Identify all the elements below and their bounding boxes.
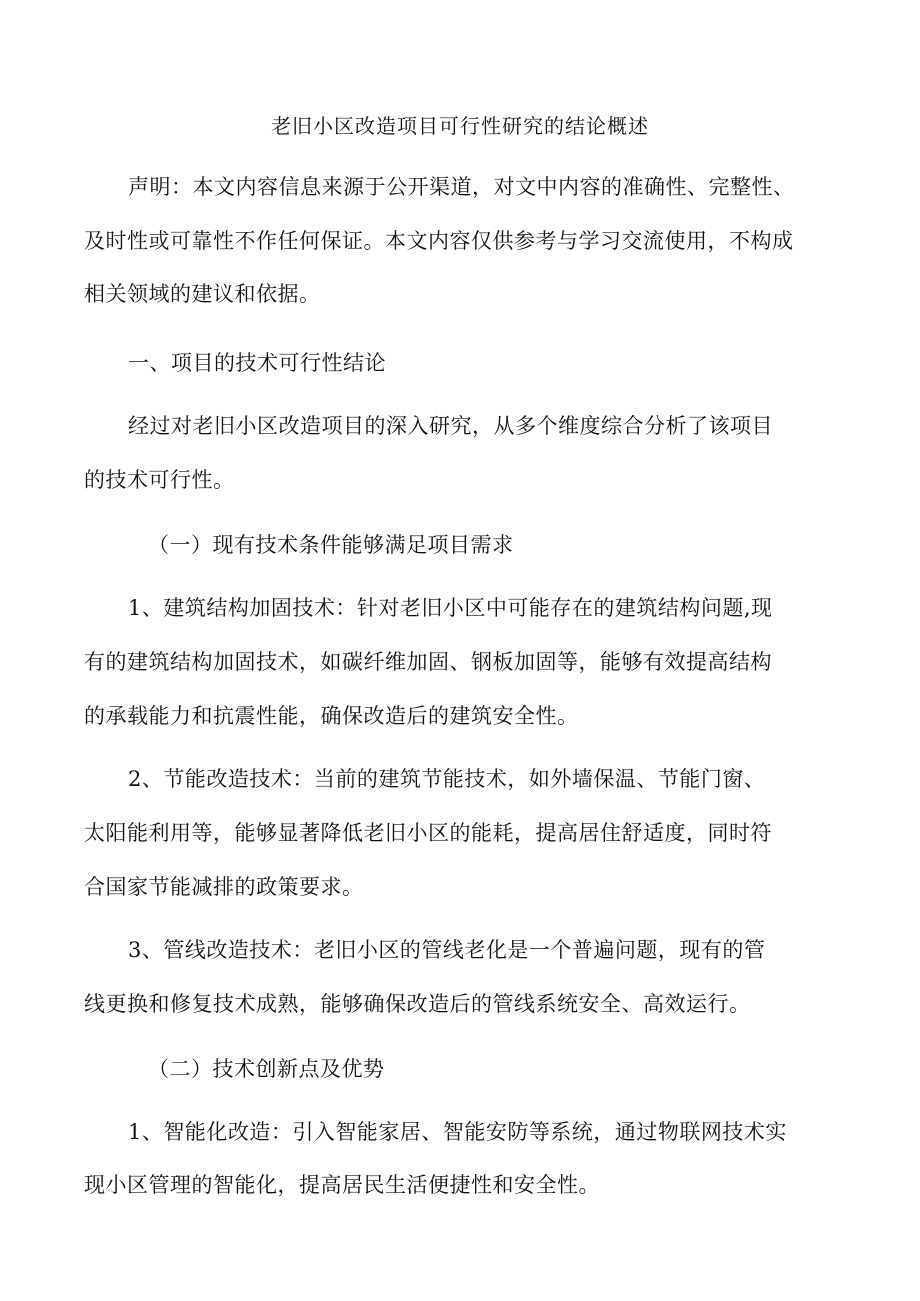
subsection-heading: （一）现有技术条件能够满足项目需求 [148,533,514,557]
subsection-heading: （二）技术创新点及优势 [148,1057,385,1081]
paragraph-line: 的技术可行性。 [84,468,235,492]
paragraph-line: 2、节能改造技术：当前的建筑节能技术，如外墙保温、节能门窗、 [128,767,766,791]
document-title: 老旧小区改造项目可行性研究的结论概述 [271,114,649,138]
paragraph-line: 经过对老旧小区改造项目的深入研究，从多个维度综合分析了该项目 [128,414,773,438]
disclaimer-line: 相关领域的建议和依据。 [84,282,321,306]
disclaimer-line: 声明：本文内容信息来源于公开渠道，对文中内容的准确性、完整性、 [128,175,795,199]
paragraph-line: 现小区管理的智能化，提高居民生活便捷性和安全性。 [84,1173,600,1197]
paragraph-line: 合国家节能减排的政策要求。 [84,875,364,899]
paragraph-line: 的承载能力和抗震性能，确保改造后的建筑安全性。 [84,704,579,728]
paragraph-line: 太阳能利用等，能够显著降低老旧小区的能耗，提高居住舒适度，同时符 [84,821,772,845]
paragraph-line: 有的建筑结构加固技术，如碳纤维加固、钢板加固等，能够有效提高结构 [84,650,772,674]
paragraph-line: 3、管线改造技术：老旧小区的管线老化是一个普遍问题，现有的管 [128,938,766,962]
paragraph-line: 线更换和修复技术成熟，能够确保改造后的管线系统安全、高效运行。 [84,992,751,1016]
section-heading: 一、项目的技术可行性结论 [128,351,386,375]
disclaimer-line: 及时性或可靠性不作任何保证。本文内容仅供参考与学习交流使用，不构成 [84,229,794,253]
paragraph-line: 1、智能化改造：引入智能家居、智能安防等系统，通过物联网技术实 [128,1120,787,1144]
paragraph-line: 1、建筑结构加固技术：针对老旧小区中可能存在的建筑结构问题,现 [128,596,773,620]
